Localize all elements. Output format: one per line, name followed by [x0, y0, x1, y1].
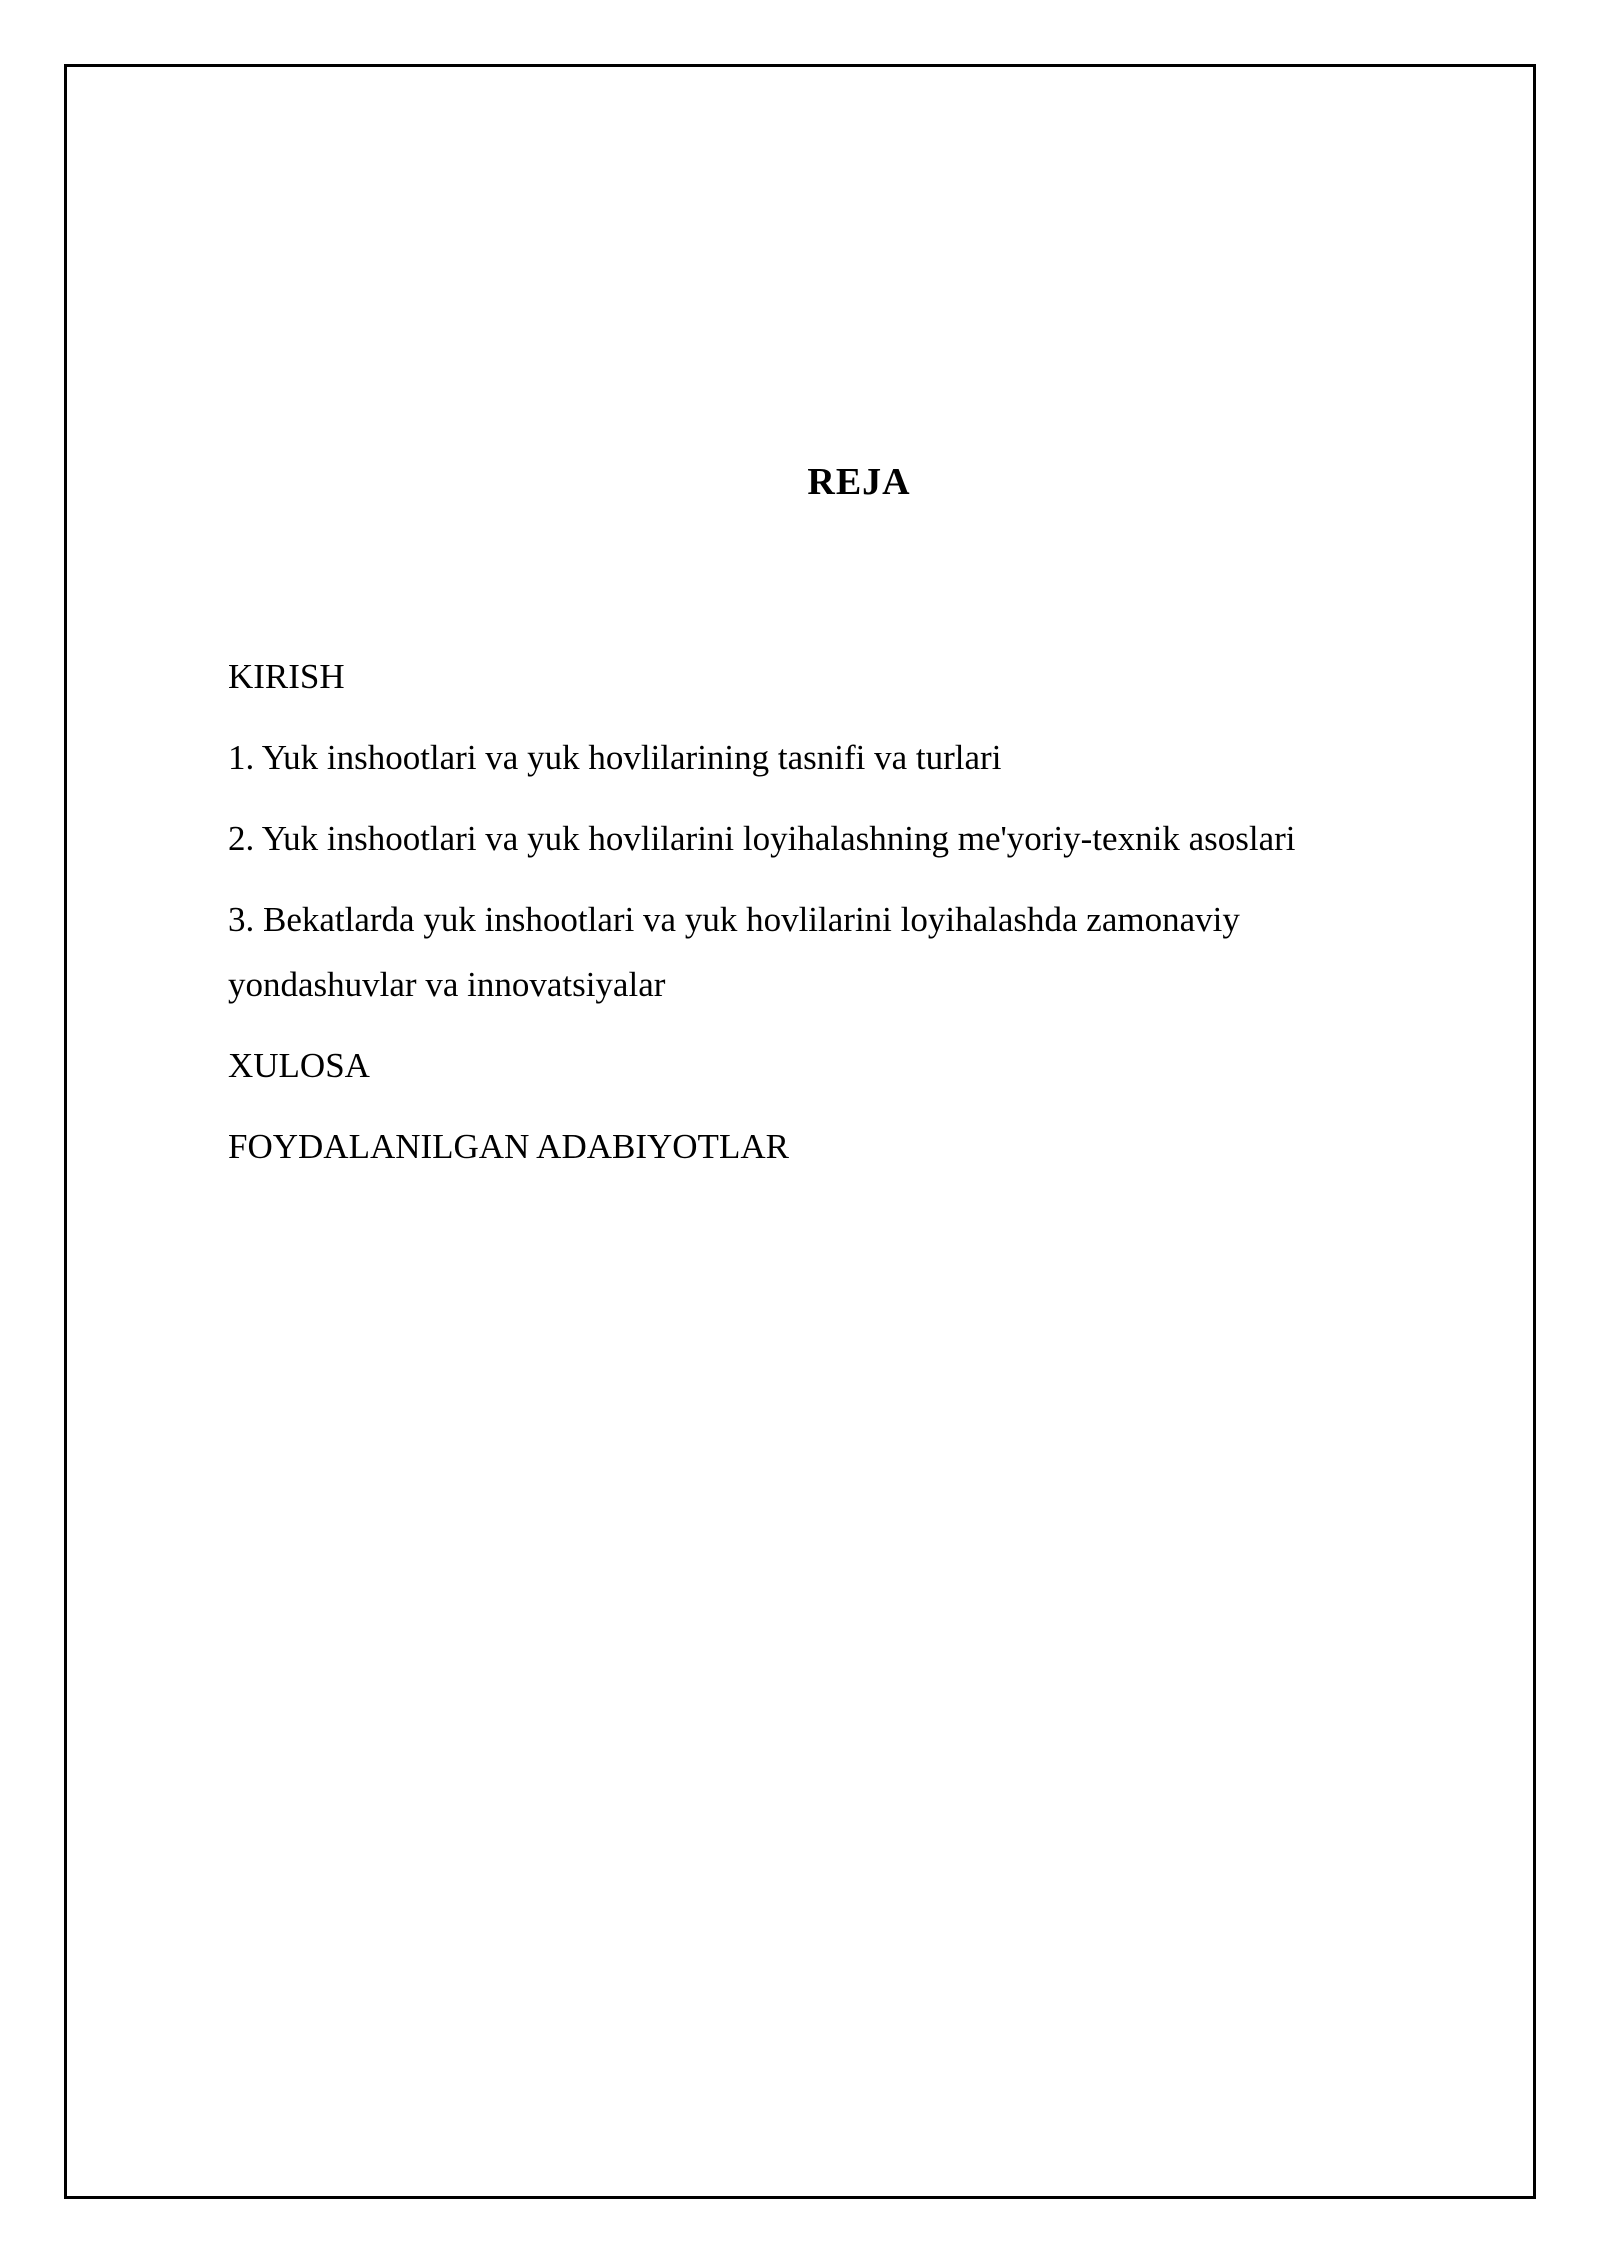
plan-item-conclusion: XULOSA: [228, 1046, 370, 1085]
plan-item-references: FOYDALANILGAN ADABIYOTLAR: [228, 1127, 789, 1166]
plan-list: [228, 644, 1428, 1195]
plan-item-1: 1. Yuk inshootlari va yuk hovlilarining tasnifi va turlari: [228, 738, 1002, 777]
plan-item-3: 3. Bekatlarda yuk inshootlari va yuk hovlilarini loyihalashda zamonaviy yondashuvlar va innovatsiyalar: [228, 900, 1240, 1004]
plan-item-2: 2. Yuk inshootlari va yuk hovlilarini loyihalashning me'yoriy-texnik asoslari: [228, 819, 1296, 858]
plan-item-introduction: KIRISH: [228, 657, 345, 696]
page-title: REJA: [807, 461, 911, 503]
